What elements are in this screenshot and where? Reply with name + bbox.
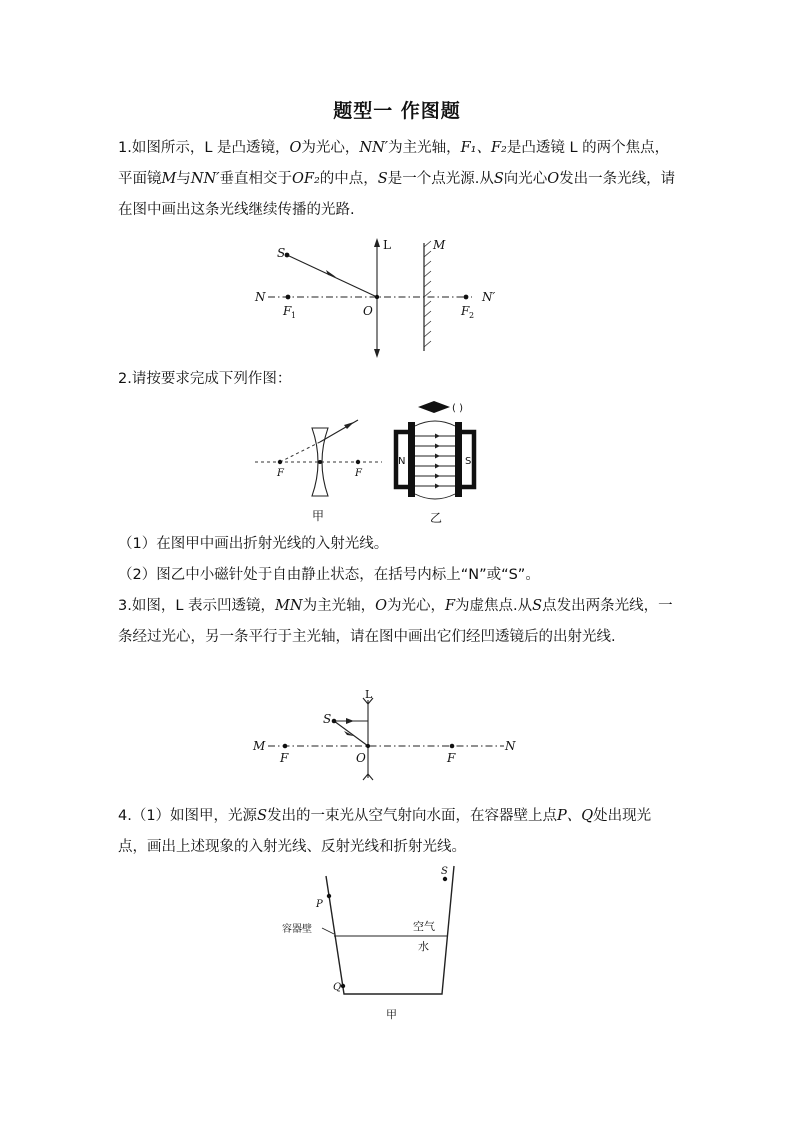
point-lens-center [318, 460, 322, 464]
label-n: N [255, 290, 266, 304]
point-s [443, 877, 447, 881]
label-yi: 乙 [430, 511, 443, 525]
label-f1: F [283, 304, 292, 318]
label-o: O [356, 751, 366, 765]
point-s [332, 719, 337, 724]
figure-4-water-container-diagram [270, 862, 470, 1027]
question-4-text: 4.（1）如图甲，光源S发出的一束光从空气射向水面，在容器壁上点P、Q处出现光点，画出上述现象的入射光线、反射光线和折射光线。 [118, 808, 652, 855]
figure-2-concave-lens-and-magnet [250, 398, 490, 528]
label-l: L [365, 688, 373, 701]
label-f1-sub: 1 [291, 311, 297, 320]
label-f2-sub: 2 [469, 311, 475, 320]
small-magnet-needle [418, 401, 450, 413]
point-f-left [283, 744, 288, 749]
label-l: L [383, 238, 391, 252]
label-n-prime: N′ [482, 290, 496, 304]
label-n: N [505, 739, 516, 753]
label-q: Q [333, 982, 342, 993]
point-q [341, 984, 345, 988]
point-s [285, 253, 290, 258]
label-m: M [253, 739, 266, 753]
question-1-text: 1.如图所示，L 是凸透镜，O为光心，NN′为主光轴，F₁、F₂是凸透镜 L 的两个焦点，平面镜M与NN′垂直相交于OF₂的中点，S是一个点光源.从S向光心O发出一条光线，请在图中画出这条光线继续传播的光路. [118, 140, 676, 218]
figure-3-concave-lens-diagram [250, 688, 520, 788]
label-f-left: F [277, 468, 284, 479]
point-p [327, 894, 331, 898]
label-pole-n: N [398, 456, 406, 467]
label-p: P [316, 899, 323, 910]
point-f-left [278, 460, 282, 464]
label-container-wall: 容器壁 [282, 924, 312, 935]
label-f-right: F [447, 751, 456, 765]
point-f-right [450, 744, 455, 749]
label-s: S [441, 866, 448, 877]
label-jia: 甲 [312, 509, 325, 523]
label-bracket: ( ) [452, 403, 463, 414]
figure-1-convex-lens-diagram [250, 235, 520, 360]
label-s: S [323, 712, 332, 726]
label-m: M [433, 238, 446, 252]
point-o [366, 744, 370, 748]
label-water: 水 [418, 940, 429, 953]
label-air: 空气 [413, 920, 435, 933]
label-f-right: F [355, 468, 362, 479]
point-o [375, 295, 379, 299]
question-3-text: 3.如图，L 表示凹透镜，MN为主光轴，O为光心，F为虚焦点.从S点发出两条光线，一条经过光心，另一条平行于主光轴，请在图中画出它们经凹透镜后的出射光线. [118, 598, 673, 645]
question-2-sub-1: （1）在图甲中画出折射光线的入射光线。 [118, 536, 389, 552]
point-f1 [286, 295, 291, 300]
label-f2: F [461, 304, 470, 318]
point-f2 [464, 295, 469, 300]
refracted-ray-arrow [344, 422, 354, 429]
label-jia: 甲 [386, 1008, 397, 1021]
label-pole-s: S [465, 456, 472, 467]
point-f-right [356, 460, 360, 464]
page-title: 题型一 作图题 [333, 100, 461, 122]
label-s: S [277, 246, 286, 260]
question-2-sub-2: （2）图乙中小磁针处于自由静止状态，在括号内标上“N”或“S”。 [118, 567, 540, 583]
label-f-left: F [280, 751, 289, 765]
label-o: O [363, 304, 373, 318]
question-2-intro: 2.请按要求完成下列作图： [118, 371, 292, 387]
